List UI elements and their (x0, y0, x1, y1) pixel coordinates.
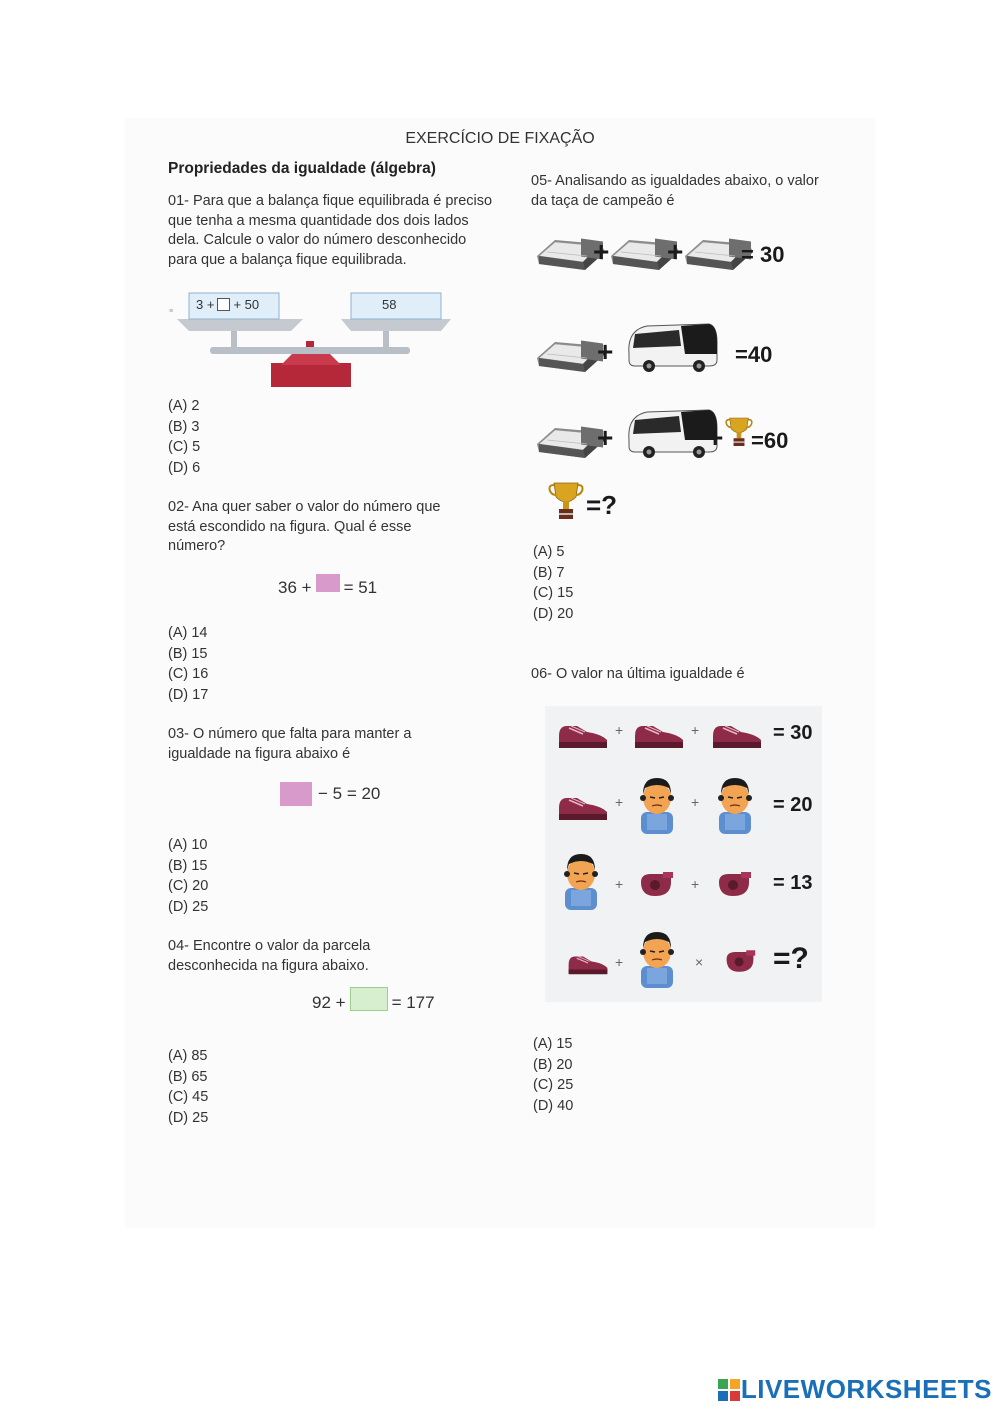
q4-text: 04- Encontre o valor da parcela desconhecida na figura abaixo. (168, 938, 371, 974)
balance-scale (165, 285, 455, 395)
q5-text: 05- Analisando as igualdades abaixo, o valor da taça de campeão é (531, 173, 819, 209)
q5-row-4: =? (548, 476, 748, 526)
q3-options (168, 835, 208, 917)
option[interactable]: (B) 65 (168, 1068, 208, 1085)
worksheet-subtitle: Propriedades da igualdade (álgebra) (168, 160, 436, 177)
option[interactable]: (B) 15 (168, 645, 208, 662)
worksheet-title: EXERCÍCIO DE FIXAÇÃO (405, 130, 595, 147)
shoe-icon (711, 718, 763, 750)
option[interactable]: (C) 5 (168, 439, 201, 455)
option[interactable]: (A) 85 (168, 1048, 208, 1064)
person-icon (713, 776, 757, 836)
pink-hidden-box (316, 574, 340, 592)
option[interactable]: (B) 15 (168, 857, 208, 874)
option[interactable]: (D) 25 (168, 1109, 209, 1126)
option[interactable]: (A) 2 (168, 398, 200, 414)
q6-text: 06- O valor na última igualdade é (531, 666, 745, 682)
person-icon (635, 930, 679, 990)
option[interactable]: (C) 45 (168, 1089, 209, 1105)
liveworksheets-logo[interactable] (717, 1374, 992, 1405)
q5-options (533, 542, 573, 624)
brand-name: LIVEWORKSHEETS (740, 1374, 992, 1404)
shoe-icon (567, 950, 609, 976)
person-icon (559, 852, 603, 912)
right-pan-value: 58 (382, 297, 397, 312)
q5-row-3: + + =60 (535, 402, 835, 468)
option[interactable]: (C) 25 (533, 1077, 574, 1093)
whistle-icon (637, 870, 675, 898)
q5-row-2: + =40 (535, 318, 835, 382)
trophy-icon (725, 416, 753, 448)
q6-options (533, 1034, 573, 1116)
option[interactable]: (D) 40 (533, 1097, 574, 1114)
q3-text: 03- O número que falta para manter a igualdade na figura abaixo é (168, 726, 412, 762)
left-pan-expression: 3 + + 50 (196, 297, 260, 312)
option[interactable]: (A) 10 (168, 837, 208, 853)
option[interactable]: (C) 20 (168, 878, 209, 894)
green-hidden-box (350, 987, 388, 1011)
whistle-icon (723, 948, 757, 974)
q4-equation: 92 + = 177 (312, 993, 435, 1013)
option[interactable]: (B) 3 (168, 418, 200, 435)
person-icon (635, 776, 679, 836)
trophy-icon (548, 478, 584, 524)
option[interactable]: (C) 15 (533, 585, 574, 601)
option[interactable]: (B) 7 (533, 564, 565, 581)
q6-puzzle-panel: + + = 30 + + = 20 + + = 13 + × =? (545, 706, 822, 1002)
q2-options (168, 623, 208, 705)
pink-hidden-box (280, 782, 312, 806)
unknown-box (217, 298, 230, 311)
shoe-icon (557, 718, 609, 750)
option[interactable]: (D) 6 (168, 459, 201, 476)
q5-row-1: + + = 30 (535, 222, 835, 282)
svg-text:≡: ≡ (169, 308, 174, 315)
liveworksheets-grid-icon (717, 1378, 741, 1402)
q4-options (168, 1046, 208, 1128)
option[interactable]: (D) 20 (533, 605, 574, 622)
option[interactable]: (A) 5 (533, 544, 565, 560)
option[interactable]: (A) 14 (168, 625, 208, 641)
q2-equation: 36 + = 51 (278, 578, 377, 598)
q1-options (168, 396, 200, 478)
option[interactable]: (D) 25 (168, 898, 209, 915)
q2-text: 02- Ana quer saber o valor do número que está escondido na figura. Qual é esse número? (168, 499, 441, 554)
q3-equation: − 5 = 20 (280, 782, 380, 806)
option[interactable]: (B) 20 (533, 1056, 573, 1073)
shoe-icon (633, 718, 685, 750)
whistle-icon (715, 870, 753, 898)
option[interactable]: (A) 15 (533, 1036, 573, 1052)
bus-icon (625, 320, 721, 376)
option[interactable]: (C) 16 (168, 666, 209, 682)
shoe-icon (557, 790, 609, 822)
q1-text: 01- Para que a balança fique equilibrada é preciso que tenha a mesma quantidade dos dois lados dela. Calcule o valor do número desconhecido para que a balança fique equilibrada. (168, 193, 493, 268)
option[interactable]: (D) 17 (168, 686, 209, 703)
